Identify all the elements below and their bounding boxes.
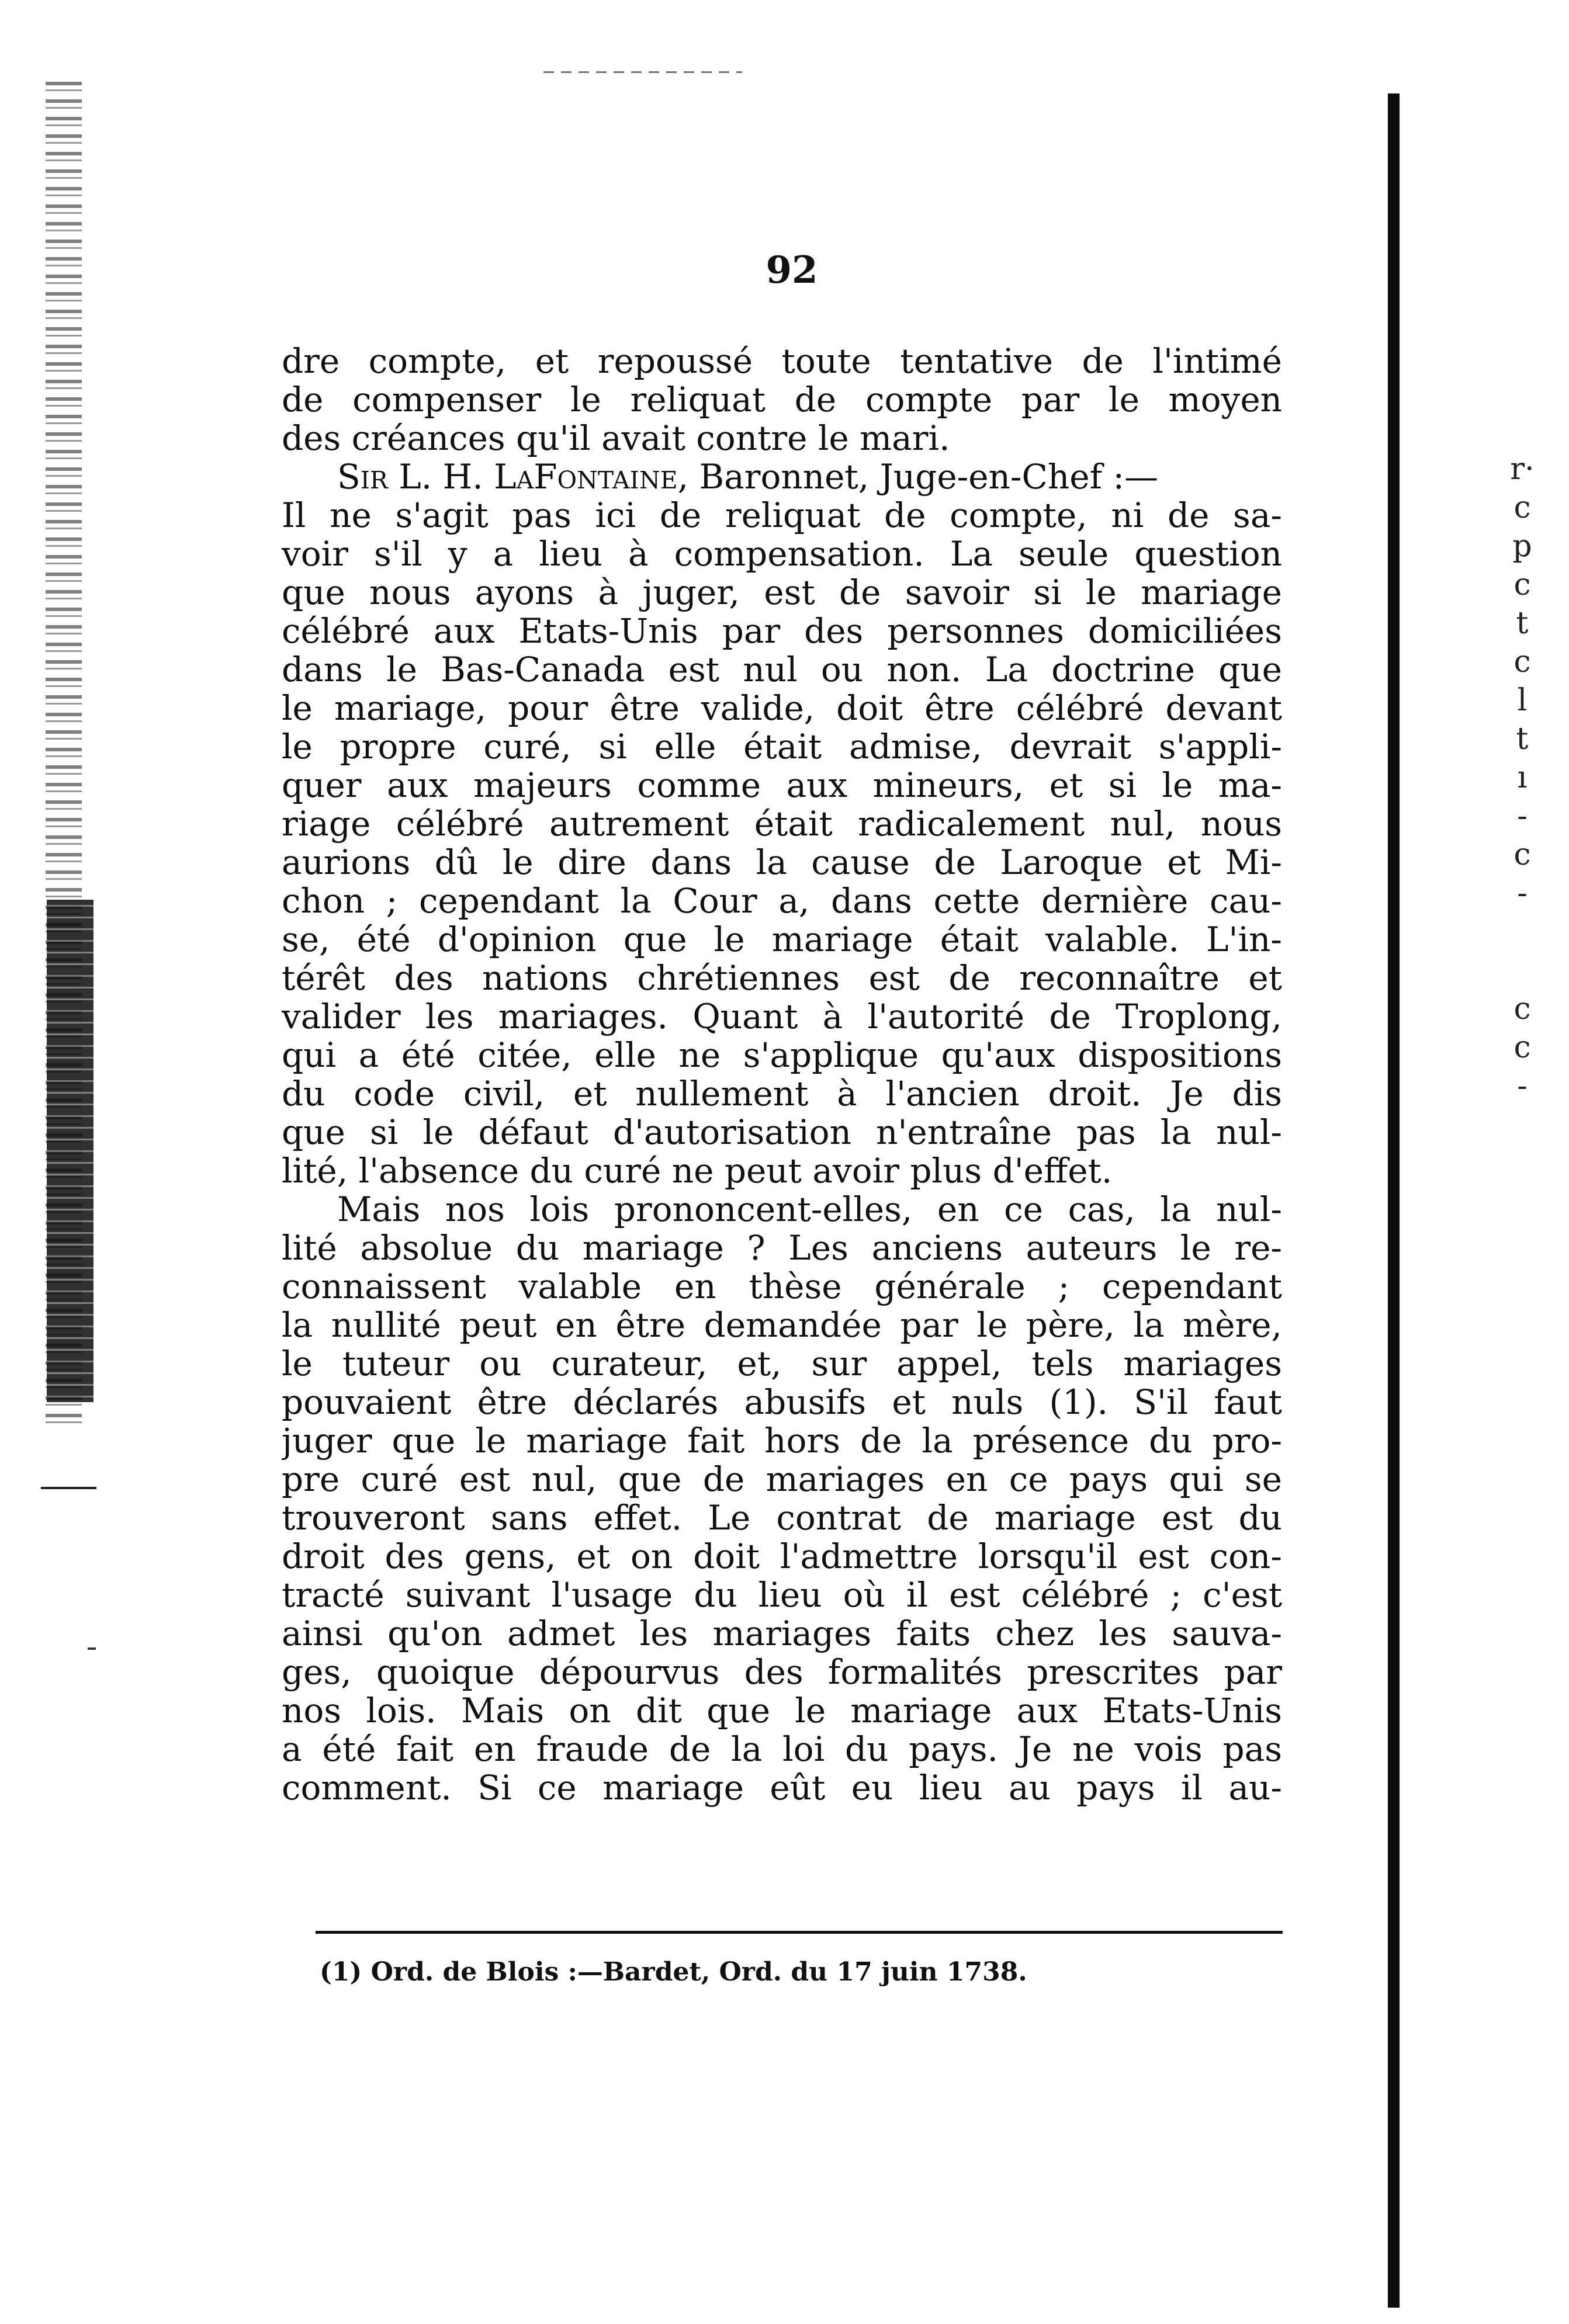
line-text: le propre curé, si elle était admise, devrait s'appli- — [282, 727, 1282, 766]
edge-fragment: t — [1516, 722, 1529, 757]
text-line — [282, 1190, 1282, 1229]
text-line — [282, 997, 1282, 1036]
line-text: des créances qu'il avait contre le mari. — [282, 419, 950, 457]
edge-fragment: c — [1513, 991, 1531, 1026]
binding-gutter-dark-artifact — [47, 900, 93, 1402]
body-text — [282, 342, 1282, 1807]
line-text: droit des gens, et on doit l'admettre lorsqu'il est con- — [282, 1537, 1282, 1576]
line-text: dre compte, et repoussé toute tentative de l'intimé — [282, 342, 1282, 380]
edge-fragment: c — [1513, 837, 1531, 872]
edge-fragment: c — [1513, 644, 1531, 679]
text-line — [282, 882, 1282, 920]
edge-fragment: c — [1513, 567, 1531, 602]
edge-fragment — [1505, 913, 1540, 951]
line-text: quer aux majeurs comme aux mineurs, et si le ma- — [282, 766, 1282, 804]
line-text: se, été d'opinion que le mariage était valable. L'in- — [282, 920, 1282, 959]
line-text: Baronnet, Juge-en-Chef :— — [699, 457, 1159, 496]
text-line — [282, 457, 1282, 496]
edge-fragment: r· — [1510, 452, 1535, 487]
text-line — [282, 1267, 1282, 1306]
edge-fragment: c — [1513, 1030, 1531, 1065]
text-line — [282, 843, 1282, 882]
line-text: chon ; cependant la Cour a, dans cette dernière cau- — [282, 882, 1282, 920]
text-line — [282, 1499, 1282, 1537]
line-text: la nullité peut en être demandée par le père, la mère, — [282, 1306, 1282, 1344]
page-number: 92 — [766, 248, 818, 292]
line-text: trouveront sans effet. Le contrat de mariage est du — [282, 1499, 1282, 1537]
text-line — [282, 1306, 1282, 1344]
line-text: Il ne s'agit pas ici de reliquat de compte, ni de sa- — [282, 496, 1282, 535]
line-text: que si le défaut d'autorisation n'entraîne pas la nul- — [282, 1113, 1282, 1151]
adjacent-page-fragments — [1505, 450, 1540, 1105]
line-text: que nous ayons à juger, est de savoir si le mariage — [282, 573, 1282, 612]
text-line — [282, 1383, 1282, 1421]
line-text: a été fait en fraude de la loi du pays. Je ne vois pas — [282, 1730, 1282, 1768]
text-line — [282, 535, 1282, 573]
text-line — [282, 573, 1282, 612]
text-line — [282, 1229, 1282, 1267]
edge-fragment: l — [1517, 683, 1528, 718]
edge-fragment: c — [1513, 490, 1531, 525]
text-line — [282, 419, 1282, 457]
line-text: pre curé est nul, que de mariages en ce pays qui se — [282, 1460, 1282, 1499]
text-line — [282, 959, 1282, 997]
text-line — [282, 1151, 1282, 1190]
page-edge-shadow — [1388, 93, 1400, 2308]
line-text: voir s'il y a lieu à compensation. La seule question — [282, 535, 1282, 573]
line-text: aurions dû le dire dans la cause de Laroque et Mi- — [282, 843, 1282, 882]
edge-fragment: ı — [1517, 760, 1528, 795]
scan-artifact-top — [543, 71, 742, 73]
edge-fragment: t — [1516, 606, 1529, 641]
text-line — [282, 1730, 1282, 1768]
edge-fragment — [1505, 951, 1540, 990]
line-text: lité, l'absence du curé ne peut avoir plus d'effet. — [282, 1151, 1113, 1190]
text-line — [282, 342, 1282, 380]
edge-fragment: p — [1512, 529, 1532, 564]
text-line — [282, 1614, 1282, 1653]
text-line — [282, 727, 1282, 766]
line-text: de compenser le reliquat de compte par le moyen — [282, 380, 1282, 419]
line-text: Mais nos lois prononcent-elles, en ce cas, la nul- — [337, 1190, 1282, 1229]
text-line — [282, 1344, 1282, 1383]
text-line — [282, 1537, 1282, 1576]
line-text: pouvaient être déclarés abusifs et nuls (1). S'il faut — [282, 1383, 1282, 1421]
text-line — [282, 766, 1282, 804]
line-text: juger que le mariage fait hors de la présence du pro- — [282, 1421, 1282, 1460]
footnote-rule — [316, 1931, 1283, 1934]
text-line — [282, 1036, 1282, 1074]
edge-fragment: - — [1517, 876, 1528, 911]
edge-fragment: - — [1517, 799, 1528, 834]
text-line — [282, 380, 1282, 419]
text-line — [282, 1653, 1282, 1691]
line-text: nos lois. Mais on dit que le mariage aux Etats-Unis — [282, 1691, 1282, 1730]
line-text: qui a été citée, elle ne s'applique qu'aux dispositions — [282, 1036, 1282, 1074]
speaker-name: Sir L. H. LaFontaine, — [337, 457, 689, 496]
line-text: du code civil, et nullement à l'ancien droit. Je dis — [282, 1074, 1282, 1113]
line-text: lité absolue du mariage ? Les anciens auteurs le re- — [282, 1229, 1282, 1267]
line-text: le tuteur ou curateur, et, sur appel, tels mariages — [282, 1344, 1282, 1383]
line-text: comment. Si ce mariage eût eu lieu au pays il au- — [282, 1768, 1282, 1807]
margin-dash-artifact — [41, 1487, 96, 1489]
text-line — [282, 920, 1282, 959]
text-line — [282, 1768, 1282, 1807]
line-text: térêt des nations chrétiennes est de reconnaître et — [282, 959, 1282, 997]
line-text: ges, quoique dépourvus des formalités prescrites par — [282, 1653, 1282, 1691]
line-text: connaissent valable en thèse générale ; cependant — [282, 1267, 1282, 1306]
text-line — [282, 804, 1282, 843]
text-line — [282, 650, 1282, 689]
footnote: (1) Ord. de Blois :—Bardet, Ord. du 17 juin 1738. — [320, 1957, 1027, 1987]
line-text: dans le Bas-Canada est nul ou non. La doctrine que — [282, 650, 1282, 689]
line-text: ainsi qu'on admet les mariages faits chez les sauva- — [282, 1614, 1282, 1653]
text-line — [282, 689, 1282, 727]
text-line — [282, 1421, 1282, 1460]
text-line — [282, 1113, 1282, 1151]
text-line — [282, 1576, 1282, 1614]
edge-fragment: - — [1517, 1069, 1528, 1104]
text-line — [282, 1460, 1282, 1499]
line-text: célébré aux Etats-Unis par des personnes domiciliées — [282, 612, 1282, 650]
text-line — [282, 496, 1282, 535]
text-line — [282, 1074, 1282, 1113]
margin-dash-artifact — [88, 1647, 96, 1650]
line-text: le mariage, pour être valide, doit être célébré devant — [282, 689, 1282, 727]
text-line — [282, 612, 1282, 650]
line-text: tracté suivant l'usage du lieu où il est célébré ; c'est — [282, 1576, 1282, 1614]
line-text: riage célébré autrement était radicalement nul, nous — [282, 804, 1282, 843]
line-text: valider les mariages. Quant à l'autorité de Troplong, — [282, 997, 1282, 1036]
text-line — [282, 1691, 1282, 1730]
